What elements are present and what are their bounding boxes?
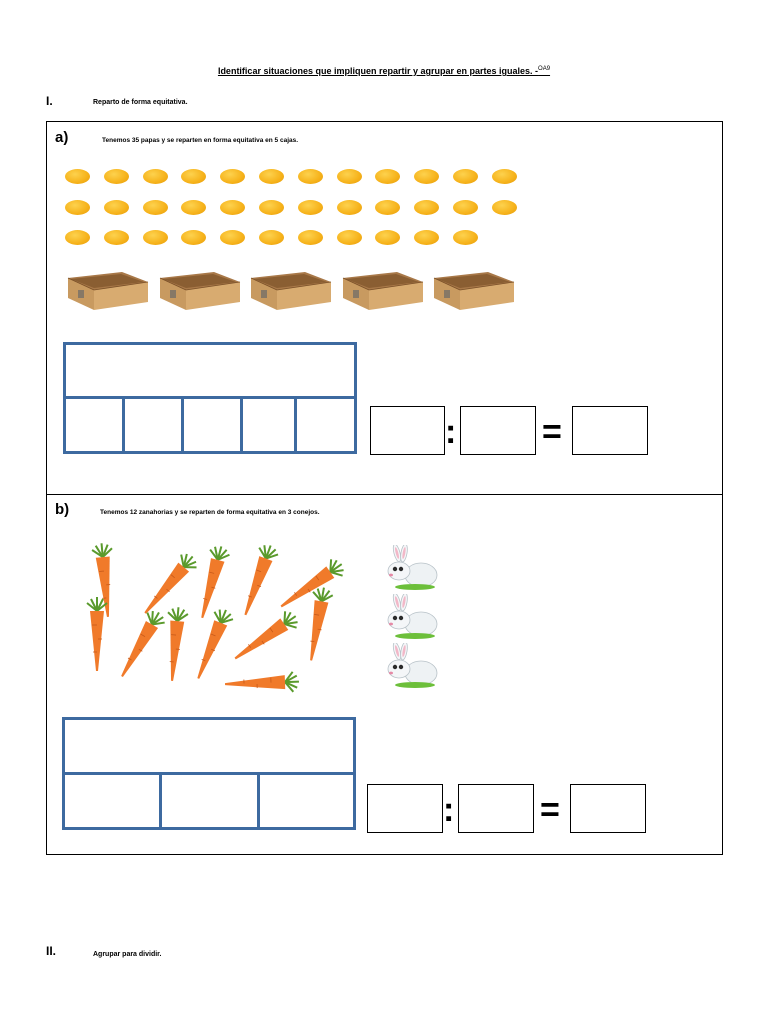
potato-icon <box>492 169 517 184</box>
potato-icon <box>65 169 90 184</box>
potato-icon <box>414 200 439 215</box>
quotient-box[interactable] <box>570 784 646 833</box>
potato-icon <box>337 169 362 184</box>
potato-icon <box>337 230 362 245</box>
objective-code: OA9 <box>538 66 551 72</box>
rabbit-icon <box>383 643 441 689</box>
potato-icon <box>298 169 323 184</box>
potato-icon <box>104 230 129 245</box>
box-icon <box>341 262 425 312</box>
problem-b-panel <box>46 494 723 855</box>
potato-icon <box>375 169 400 184</box>
potato-icon <box>143 200 168 215</box>
equals-symbol: = <box>540 791 560 829</box>
problem-b-prompt: Tenemos 12 zanahorias y se reparten de forma equitativa en 3 conejos. <box>100 509 320 516</box>
problem-b-letter: b) <box>55 501 70 518</box>
potato-icon <box>337 200 362 215</box>
bar-model-part[interactable] <box>63 396 125 454</box>
carrot-icon <box>218 642 301 725</box>
potato-icon <box>65 230 90 245</box>
divisor-box[interactable] <box>458 784 534 833</box>
potato-icon <box>375 200 400 215</box>
potato-icon <box>259 200 284 215</box>
bar-model-part[interactable] <box>159 772 260 830</box>
potato-icon <box>259 230 284 245</box>
potato-icon <box>298 200 323 215</box>
title-text: Identificar situaciones que impliquen repartir y agrupar en partes iguales. - <box>217 66 539 76</box>
problem-a-panel <box>46 121 723 495</box>
box-icon <box>249 262 333 312</box>
bar-model-part[interactable] <box>122 396 184 454</box>
potato-icon <box>104 200 129 215</box>
potato-icon <box>453 169 478 184</box>
divisor-box[interactable] <box>460 406 536 455</box>
potato-icon <box>259 169 284 184</box>
box-icon <box>66 262 150 312</box>
bar-model-total[interactable] <box>62 717 356 775</box>
potato-icon <box>181 169 206 184</box>
potato-icon <box>414 230 439 245</box>
dividend-box[interactable] <box>370 406 445 455</box>
potato-icon <box>181 230 206 245</box>
bar-model-parts <box>63 396 357 454</box>
bar-model-part[interactable] <box>294 396 357 454</box>
section-1-number: I. <box>46 94 53 108</box>
problem-a-letter: a) <box>55 129 69 146</box>
potato-icon <box>220 169 245 184</box>
potato-icon <box>104 169 129 184</box>
bar-model-part[interactable] <box>240 396 297 454</box>
potato-icon <box>143 169 168 184</box>
potato-icon <box>453 230 478 245</box>
division-symbol: : <box>443 791 455 829</box>
rabbit-icon <box>383 594 441 640</box>
section-2-number: II. <box>46 944 57 958</box>
division-symbol: : <box>445 413 457 451</box>
dividend-box[interactable] <box>367 784 443 833</box>
problem-a-prompt: Tenemos 35 papas y se reparten en forma equitativa en 5 cajas. <box>102 137 299 144</box>
quotient-box[interactable] <box>572 406 648 455</box>
potato-icon <box>220 200 245 215</box>
page-title <box>0 66 768 76</box>
box-icon <box>432 262 516 312</box>
rabbit-icon <box>383 545 441 591</box>
potato-icon <box>181 200 206 215</box>
equals-symbol: = <box>542 413 562 451</box>
potato-icon <box>220 230 245 245</box>
potato-icon <box>298 230 323 245</box>
potato-icon <box>453 200 478 215</box>
bar-model-part[interactable] <box>181 396 243 454</box>
section-1-label: Reparto de forma equitativa. <box>93 99 188 106</box>
potato-icon <box>414 169 439 184</box>
potato-icon <box>492 200 517 215</box>
potato-icon <box>375 230 400 245</box>
section-2-label: Agrupar para dividir. <box>93 951 162 958</box>
bar-model-total[interactable] <box>63 342 357 399</box>
potato-icon <box>143 230 168 245</box>
box-icon <box>158 262 242 312</box>
bar-model-part[interactable] <box>62 772 162 830</box>
bar-model-part[interactable] <box>257 772 356 830</box>
potato-icon <box>65 200 90 215</box>
bar-model-parts <box>62 772 356 830</box>
